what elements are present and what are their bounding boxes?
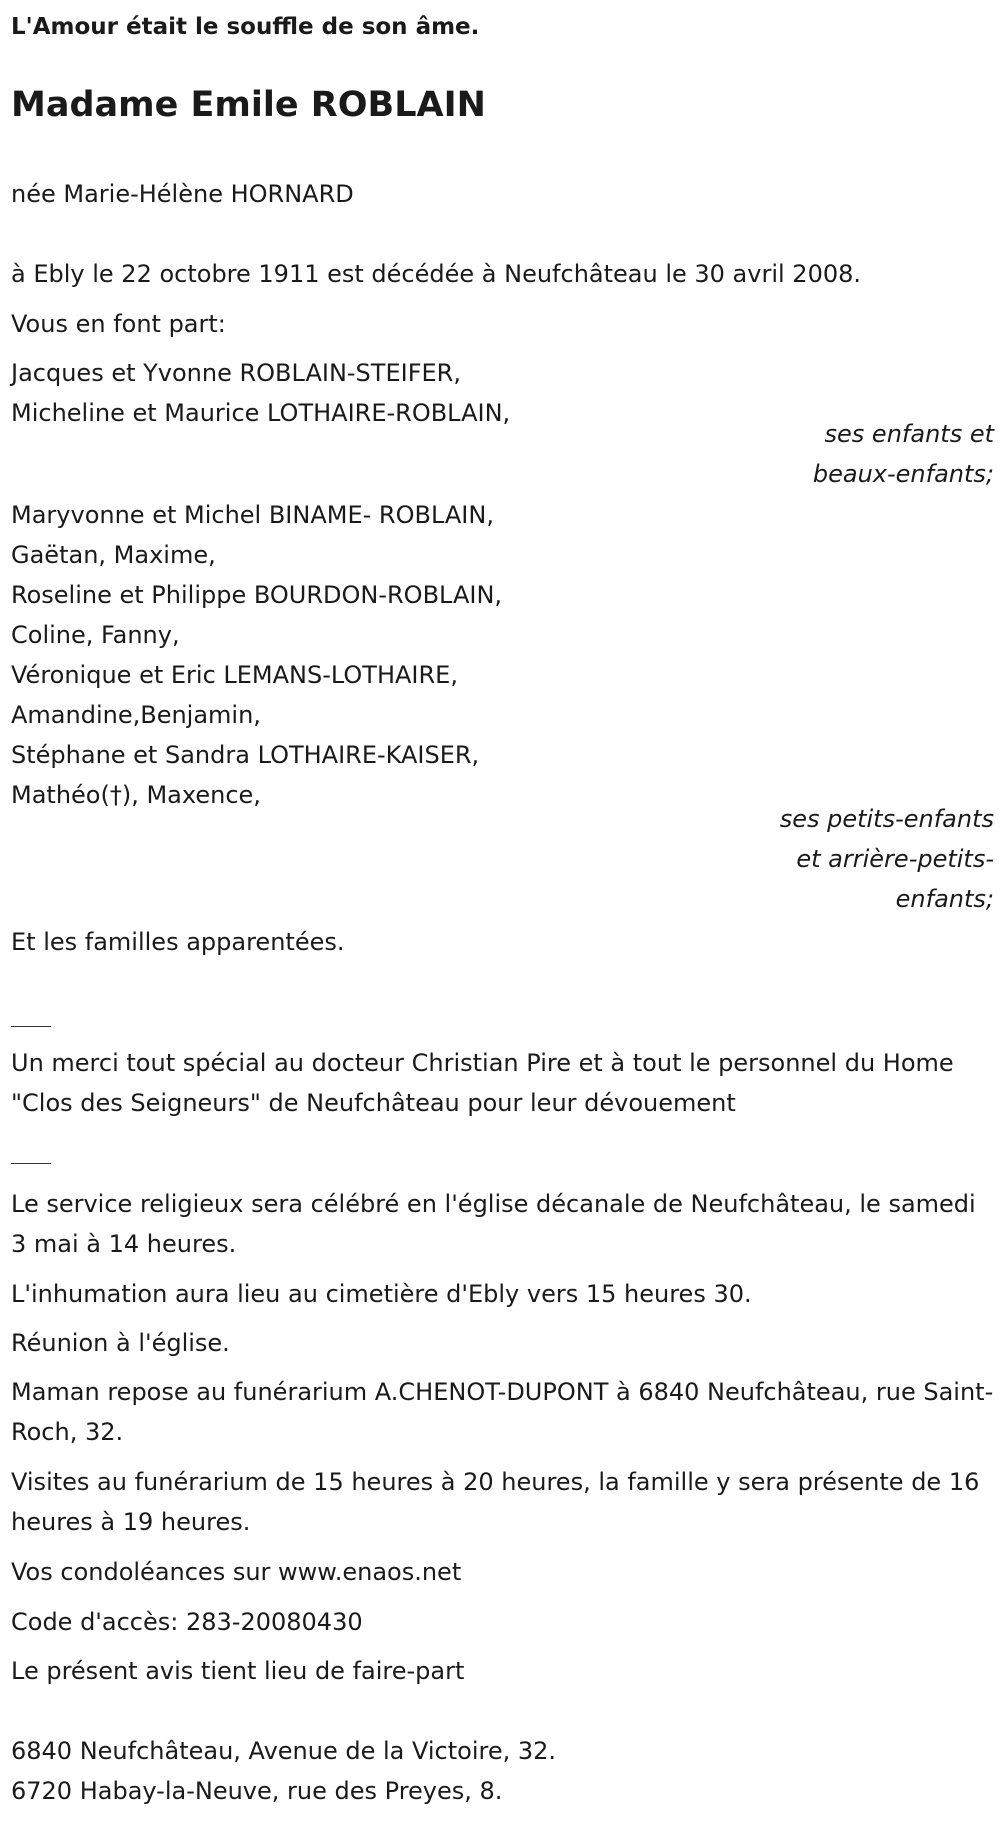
faire-part-line: Le présent avis tient lieu de faire-part xyxy=(11,1657,465,1685)
list-item: Stéphane et Sandra LOTHAIRE-KAISER, xyxy=(11,741,480,769)
role-line: ses petits-enfants xyxy=(779,805,994,833)
addresses-list xyxy=(11,1731,556,1811)
role-line: beaux-enfants; xyxy=(812,460,994,488)
list-item: Roseline et Philippe BOURDON-ROBLAIN, xyxy=(11,581,503,609)
separator xyxy=(11,1026,51,1027)
announcement-intro: Vous en font part: xyxy=(11,310,226,338)
list-item: Mathéo(†), Maxence, xyxy=(11,781,261,809)
list-item: Amandine,Benjamin, xyxy=(11,701,261,729)
motto: L'Amour était le souffle de son âme. xyxy=(11,14,480,40)
list-item: Véronique et Eric LEMANS-LOTHAIRE, xyxy=(11,661,458,689)
children-role xyxy=(813,414,994,494)
condolences-line: Vos condoléances sur www.enaos.net xyxy=(11,1558,462,1586)
list-item: Maryvonne et Michel BINAME- ROBLAIN, xyxy=(11,501,494,529)
meeting-line: Réunion à l'église. xyxy=(11,1329,230,1357)
maiden-name: née Marie-Hélène HORNARD xyxy=(11,180,354,208)
funeral-home-paragraph: Maman repose au funérarium A.CHENOT-DUPONT à 6840 Neufchâteau, rue Saint-Roch, 32. xyxy=(11,1378,994,1446)
access-code-line: Code d'accès: 283-20080430 xyxy=(11,1608,363,1636)
role-line: ses enfants et xyxy=(824,420,994,448)
thanks-paragraph: Un merci tout spécial au docteur Christian Pire et à tout le personnel du Home "Clos des Seigneurs" de Neufchâteau pour leur dévouement xyxy=(11,1049,954,1117)
deceased-name: Madame Emile ROBLAIN xyxy=(11,85,486,125)
children-list xyxy=(11,353,510,433)
list-item: Micheline et Maurice LOTHAIRE-ROBLAIN, xyxy=(11,399,511,427)
list-item: Coline, Fanny, xyxy=(11,621,180,649)
role-line: enfants; xyxy=(895,885,994,913)
service-paragraph: Le service religieux sera célébré en l'église décanale de Neufchâteau, le samedi 3 mai à 14 heures. xyxy=(11,1190,976,1258)
address-line: 6840 Neufchâteau, Avenue de la Victoire, 32. xyxy=(11,1737,557,1765)
grandchildren-role xyxy=(780,799,994,919)
visits-paragraph: Visites au funérarium de 15 heures à 20 heures, la famille y sera présente de 16 heures à 19 heures. xyxy=(11,1468,980,1536)
burial-line: L'inhumation aura lieu au cimetière d'Ebly vers 15 heures 30. xyxy=(11,1280,752,1308)
relatives-line: Et les familles apparentées. xyxy=(11,928,345,956)
list-item: Jacques et Yvonne ROBLAIN-STEIFER, xyxy=(11,359,461,387)
birth-death-line: à Ebly le 22 octobre 1911 est décédée à Neufchâteau le 30 avril 2008. xyxy=(11,260,862,288)
address-line: 6720 Habay-la-Neuve, rue des Preyes, 8. xyxy=(11,1777,503,1805)
list-item: Gaëtan, Maxime, xyxy=(11,541,216,569)
role-line: et arrière-petits- xyxy=(796,845,994,873)
separator xyxy=(11,1163,51,1164)
grandchildren-list xyxy=(11,495,502,815)
